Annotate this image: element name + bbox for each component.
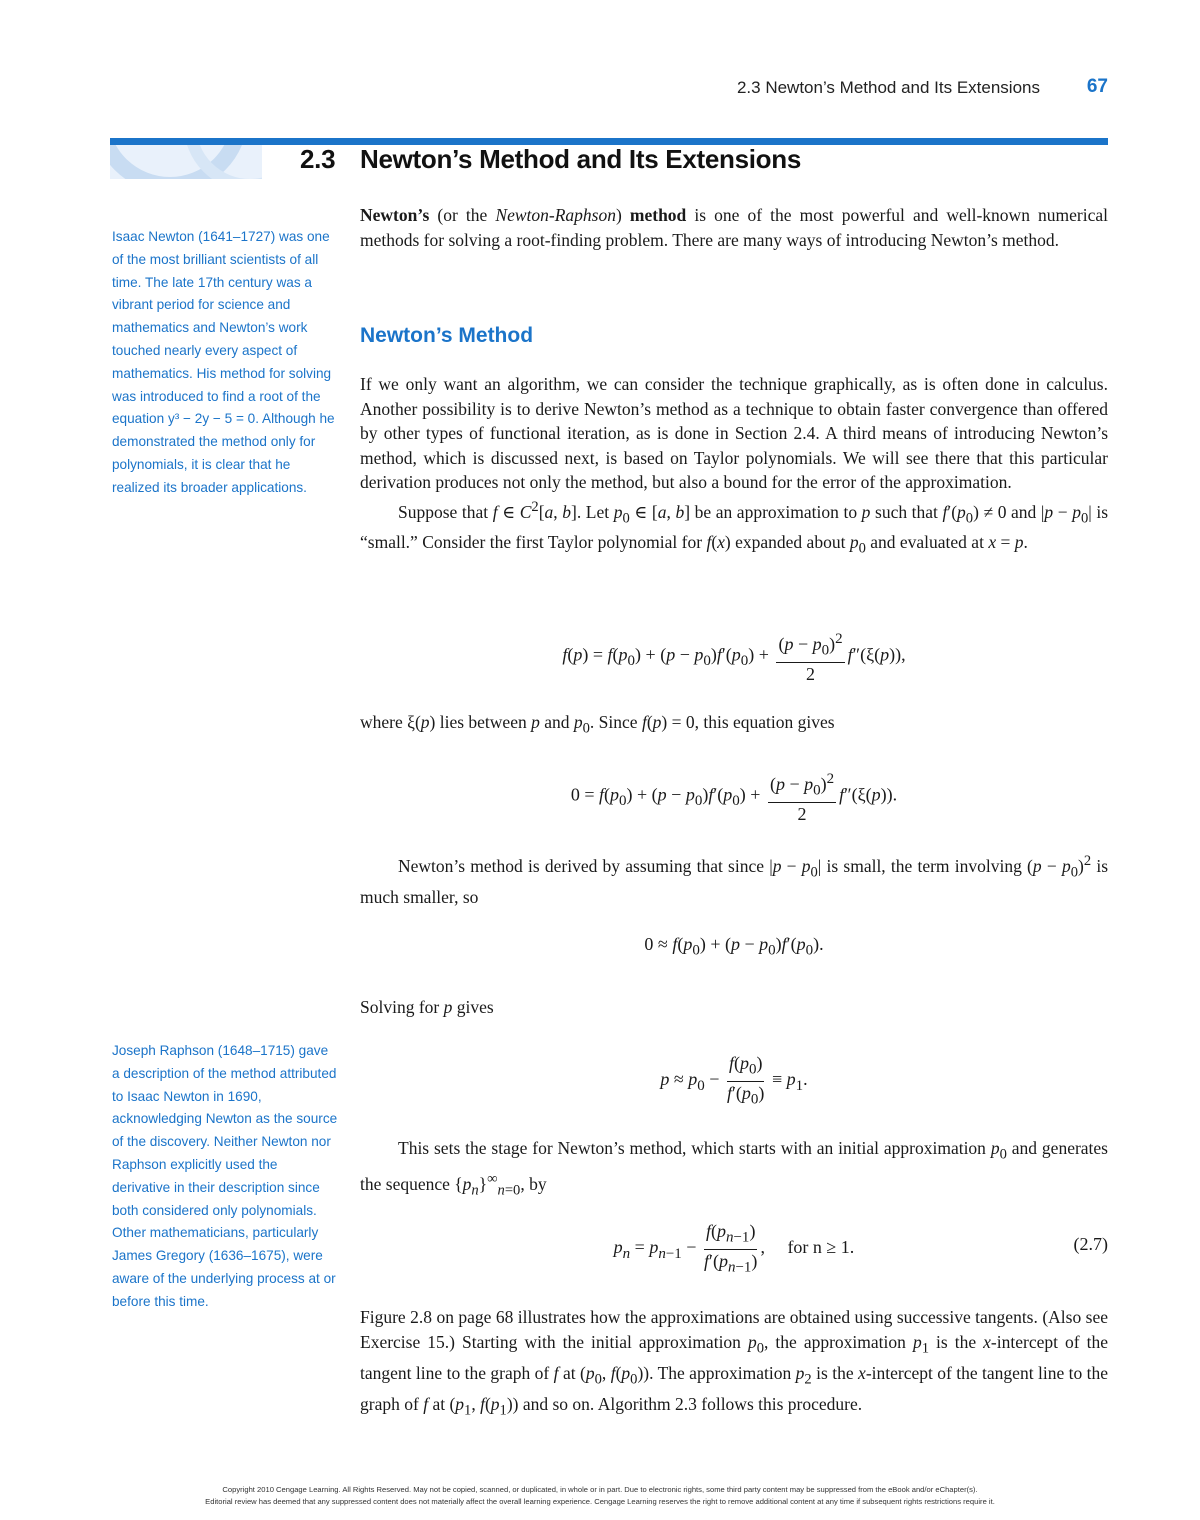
sidebar-note-raphson: Joseph Raphson (1648–1715) gave a description of the method attributed to Isaac Newton in 1690, acknowledging Newton as the source of the discovery. Neither Newton nor Raphson explicitly used the derivative in their description since both considered only polynomials. Other mathematicians, particularly James Gregory (1636–1675), were aware of the underlying process at or before this time. <box>112 1043 338 1309</box>
equation-number: (2.7) <box>1073 1234 1108 1254</box>
text: is small, the term involving <box>826 855 1022 876</box>
term-newtons: Newton’s <box>360 205 430 225</box>
text: . The approximation <box>649 1362 792 1383</box>
sidebar-note-newton-a: Isaac Newton (1641–1727) was one of the most brilliant scientists of all time. The late 17th century was a vibrant period for science and mathematics and Newton’s work touched nearly every aspect of mathematics. His method for solving was introduced to find a root of the equation <box>112 229 332 427</box>
intro-text: ) <box>615 205 630 225</box>
footer-line-1: Copyright 2010 Cengage Learning. All Rights Reserved. May not be copied, scanned, or duplicated, in whole or in part. Due to electronic rights, some third party content may be suppressed from the eBook and/or eChapter(s). <box>222 1485 978 1494</box>
section-title <box>300 144 801 175</box>
body-paragraph-3: where ξ(p) lies between p and $p_0$. Since f(p) = 0, this equation gives <box>360 712 835 737</box>
footer-line-2: Editorial review has deemed that any suppressed content does not materially affect the overall learning experience. Cengage Learning reserves the right to remove additional content at any time if subsequent rights restrictions require it. <box>205 1497 995 1506</box>
section-number: 2.3 <box>300 144 336 174</box>
text: , the approximation <box>764 1331 906 1352</box>
text: and so on. Algorithm 2.3 follows this procedure. <box>522 1393 863 1414</box>
text: be an approximation to <box>694 501 858 522</box>
approx-equation: $0 \approx f(p_0) + (p - p_0)f'(p_0)$. <box>644 934 824 959</box>
newton-iteration-equation: $p_n = p_{n-1}$ − $\frac{f(p_{n-1})}{f'(p_{n-1})}$ , for n ≥ 1. <box>613 1221 855 1276</box>
paragraph-2: Suppose that f ∈ $C^2[a$, b]. Let $p_0$ ∈ [a, b] be an approximation to p such that $f'(p_0) \ne 0$ and $|p - p_0|$ is “small.” Consider the first Taylor polynomial for f(x) expanded about $p_0$ and evaluated at x = p. <box>360 498 1109 557</box>
body-paragraph-4: Newton’s method is derived by assuming that since $|p - p_0|$ is small, the term involving $(p - p_0)^2$ is much smaller, so <box>360 853 1109 907</box>
text: , by <box>520 1173 547 1194</box>
running-head: 2.3 Newton’s Method and Its Extensions <box>736 78 1040 97</box>
text: and evaluated at <box>870 532 984 553</box>
text: -intercept of the tangent line to the graph of <box>360 1331 1108 1383</box>
equation-condition: for n ≥ 1. <box>787 1237 855 1258</box>
intro-text: (or the <box>429 205 496 225</box>
page-number: 67 <box>1086 76 1108 97</box>
text: is much smaller, so <box>360 855 1109 907</box>
body-paragraph-6: This sets the stage for Newton’s method, which starts with an initial approximation $p_0$ and generates the sequence $\{p_n\}^\infty_{n=0}$, by <box>360 1138 1108 1199</box>
text: Suppose that <box>398 501 489 522</box>
text: such that <box>875 501 938 522</box>
text: Figure 2.8 on page 68 illustrates how the approximations are obtained using successive tangents. (Also see Exercise 15.) Starting with the initial approximation <box>360 1307 1108 1352</box>
section-title-text: Newton’s Method and Its Extensions <box>360 144 801 174</box>
paragraph-text: If we only want an algorithm, we can consider the technique graphically, as is often done in calculus. Another possibility is to derive Newton’s method as a technique to obtain faster convergence than offered by other types of functional iteration, as is done in Section 2.4. A third means of introducing Newton’s method, which is discussed next, is based on Taylor polynomials. We will see there that this particular derivation produces not only the method, but also a bound for the error of the approximation. <box>360 374 1108 492</box>
text: gives <box>456 997 494 1017</box>
text: at <box>562 1362 576 1383</box>
text: Newton’s method is derived by assuming that since <box>398 855 764 876</box>
p1-equation: $p \approx p_0$ − $\frac{f(p_0)}{f'(p_0)}$ ≡ $p_1$. <box>660 1053 808 1108</box>
term-method: method <box>629 205 687 225</box>
intro-paragraph <box>360 203 1108 252</box>
term-newton-raphson: Newton-Raphson <box>495 205 616 225</box>
taylor-equation: $f(p) = f(p_0) + (p - p_0)f'(p_0)$ + $\frac{(p - p_0)^2}{2}$ f″(ξ(p)), <box>360 628 1108 685</box>
text: Solving for <box>360 997 440 1017</box>
text: where <box>360 712 403 732</box>
text: and <box>544 712 570 732</box>
subsection-title: Newton’s Method <box>360 324 534 347</box>
text: lies between <box>439 712 527 732</box>
zero-equation: $0 = f(p_0) + (p - p_0)f'(p_0)$ + $\frac{(p - p_0)^2}{2}$ f″(ξ(p)). <box>360 768 1108 825</box>
body-paragraph-1 <box>360 372 1108 561</box>
text: is “small.” Consider the first Taylor polynomial for <box>360 501 1109 553</box>
text: and generates the sequence <box>360 1138 1108 1194</box>
text: -intercept of the tangent line to the graph of <box>360 1362 1109 1414</box>
body-paragraph-5: Solving for p gives <box>360 997 494 1017</box>
intro-text: is one of the most powerful and well-known numerical methods for solving a root-finding problem. There are many ways of introducing Newton’s method. <box>360 205 1109 250</box>
text: 0 and <box>997 501 1037 522</box>
copyright-footer <box>0 1484 1200 1508</box>
text: is the <box>936 1331 977 1352</box>
text: is the <box>816 1362 854 1383</box>
text: expanded about <box>735 532 846 553</box>
sidebar-note-newton <box>112 226 338 500</box>
text: . Let <box>576 501 610 522</box>
body-paragraph-7: Figure 2.8 on page 68 illustrates how the approximations are obtained using successive tangents. (Also see Exercise 15.) Starting with the initial approximation $p_0$, the approximation $p_1$ is the x-intercept of the tangent line to the graph of f at ($p_0$, $f(p_0)$). The approximation $p_2$ is the x-intercept of the tangent line to the graph of f at ($p_1$, $f(p_1)$) and so on. Algorithm 2.3 follows this procedure. <box>360 1307 1109 1418</box>
text: . Since <box>589 712 638 732</box>
text: This sets the stage for Newton’s method, which starts with an initial approximation <box>398 1138 986 1158</box>
text: at <box>432 1393 446 1414</box>
section-decoration <box>110 145 262 179</box>
sidebar-note-newton-b: y³ − 2y − 5 = 0. Although he demonstrated the method only for polynomials, it is clear that he realized its broader applications. <box>112 411 335 495</box>
text: , this equation gives <box>694 712 835 732</box>
